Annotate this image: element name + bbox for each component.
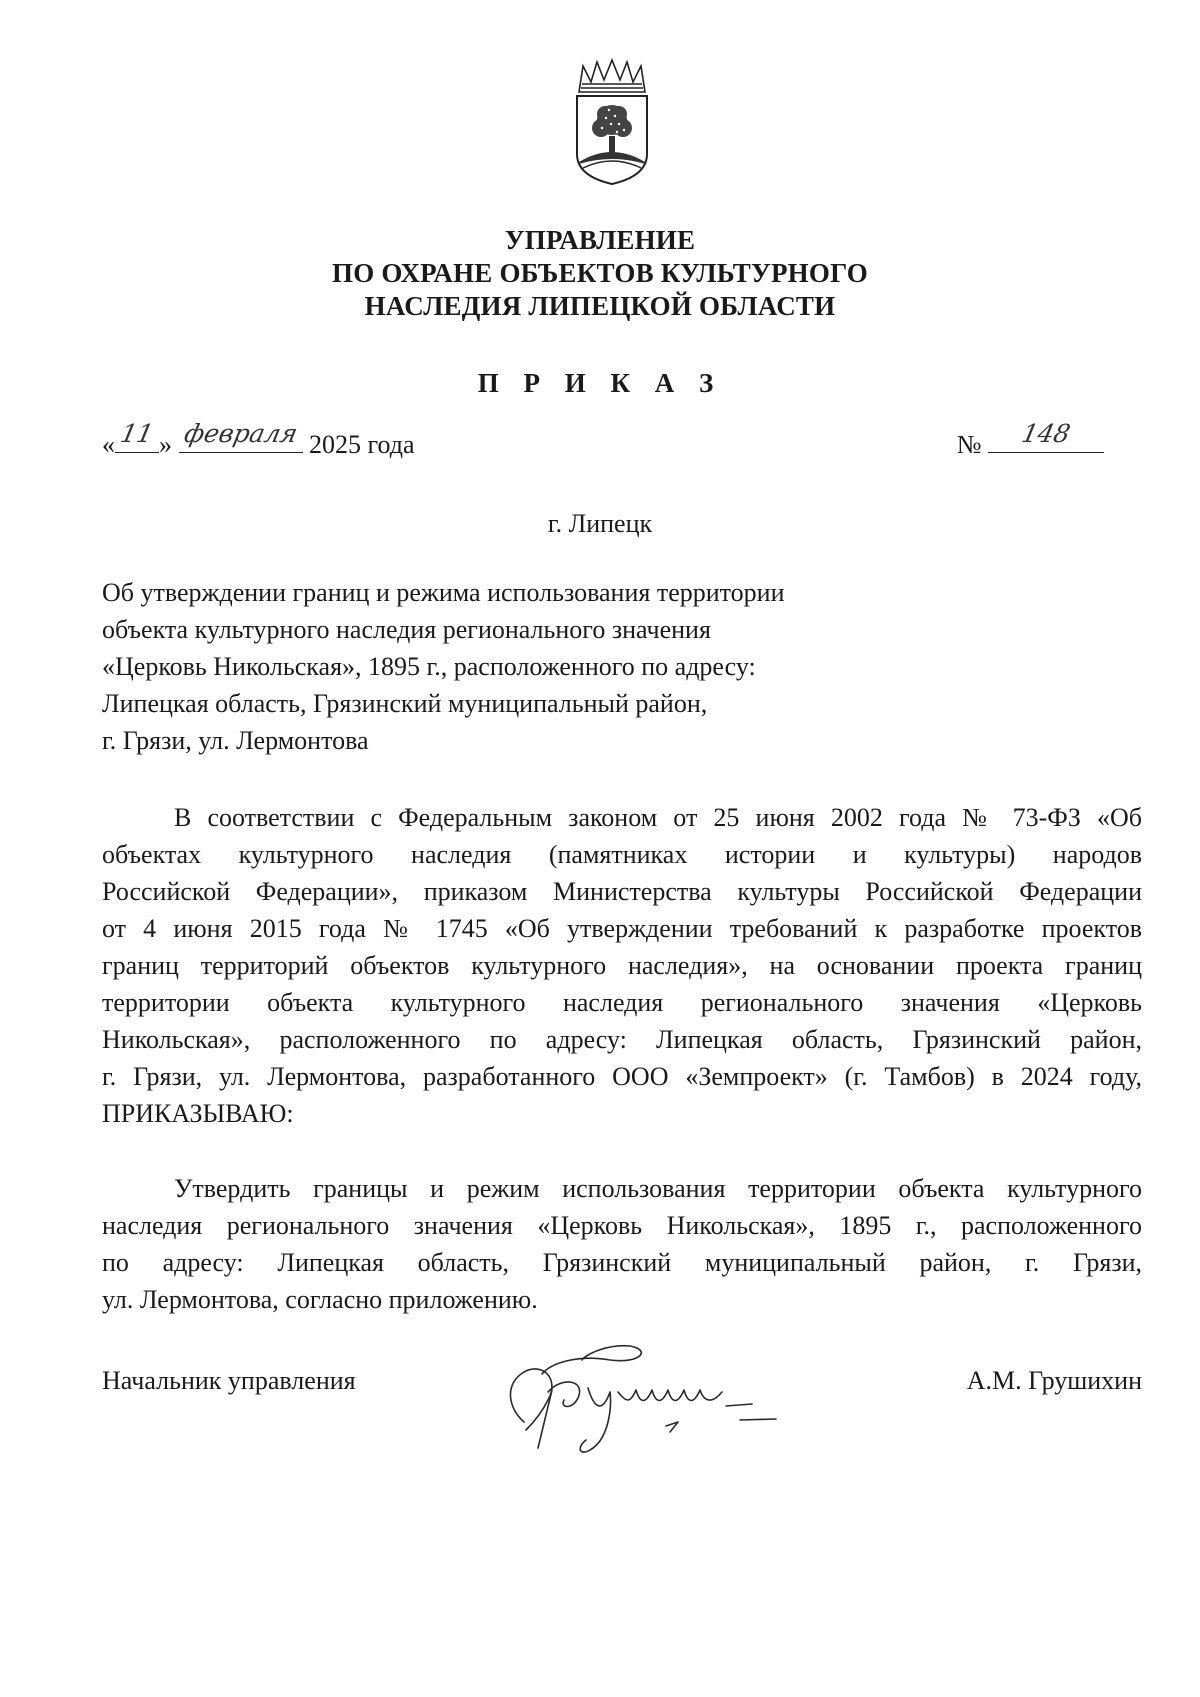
paragraph-decision [102,1170,1142,1318]
subject-line: Об утверждении границ и режима использования территории [102,578,785,607]
number-label: № [956,430,982,459]
body-line: Никольская», расположенного по адресу: Липецкая область, Грязинский район, [102,1025,1142,1054]
paragraph-basis [102,799,1142,1132]
date-open-quote: « [102,430,115,459]
order-title: П Р И К А З [477,368,723,398]
number-value: 148 [1019,419,1073,448]
header-line: УПРАВЛЕНИЕ [504,225,696,255]
lipetsk-coat-of-arms-icon [573,58,651,186]
date-month-blank [179,419,303,453]
city: г. Липецк [547,509,653,538]
order-number [956,419,1104,460]
organization-header [0,224,1200,323]
body-line-order-verb: ПРИКАЗЫВАЮ: [102,1099,294,1128]
body-line: от 4 июня 2015 года № 1745 «Об утверждении требований к разработке проектов [102,914,1142,943]
body-line: Утвердить границы и режим использования территории объекта культурного [174,1174,1142,1203]
date-day-blank [115,419,159,453]
body-line: границ территорий объектов культурного наследия», на основании проекта границ [102,951,1142,980]
body-line: по адресу: Липецкая область, Грязинский муниципальный район, г. Грязи, [102,1248,1142,1277]
body-line: объектах культурного наследия (памятниках истории и культуры) народов [102,840,1142,869]
signer-name: А.М. Грушихин [966,1366,1142,1395]
handwritten-signature [490,1330,850,1460]
subject-line: г. Грязи, ул. Лермонтова [102,726,369,755]
body-line: наследия регионального значения «Церковь Никольская», 1895 г., расположенного [102,1211,1142,1240]
body-line: В соответствии с Федеральным законом от 25 июня 2002 года № 73-ФЗ «Об [174,803,1142,832]
signer-position: Начальник управления [102,1366,356,1395]
body-line: Российской Федерации», приказом Министерства культуры Российской Федерации [102,877,1142,906]
order-date [102,419,415,460]
date-year: 2025 года [309,430,415,459]
subject-line: Липецкая область, Грязинский муниципальный район, [102,689,708,718]
body-line: ул. Лермонтова, согласно приложению. [102,1285,538,1314]
header-line: НАСЛЕДИЯ ЛИПЕЦКОЙ ОБЛАСТИ [364,291,836,321]
date-close-quote: » [159,430,172,459]
body-line: г. Грязи, ул. Лермонтова, разработанного ООО «Земпроект» (г. Тамбов) в 2024 году, [102,1062,1142,1091]
header-line: ПО ОХРАНЕ ОБЪЕКТОВ КУЛЬТУРНОГО [332,258,868,288]
subject-line: объекта культурного наследия регионального значения [102,615,711,644]
date-month: февраля [181,419,300,448]
body-line: территории объекта культурного наследия регионального значения «Церковь [102,988,1142,1017]
date-day: 11 [118,419,156,448]
subject-line: «Церковь Никольская», 1895 г., расположенного по адресу: [102,652,756,681]
number-blank [988,419,1104,453]
order-subject [102,574,862,759]
